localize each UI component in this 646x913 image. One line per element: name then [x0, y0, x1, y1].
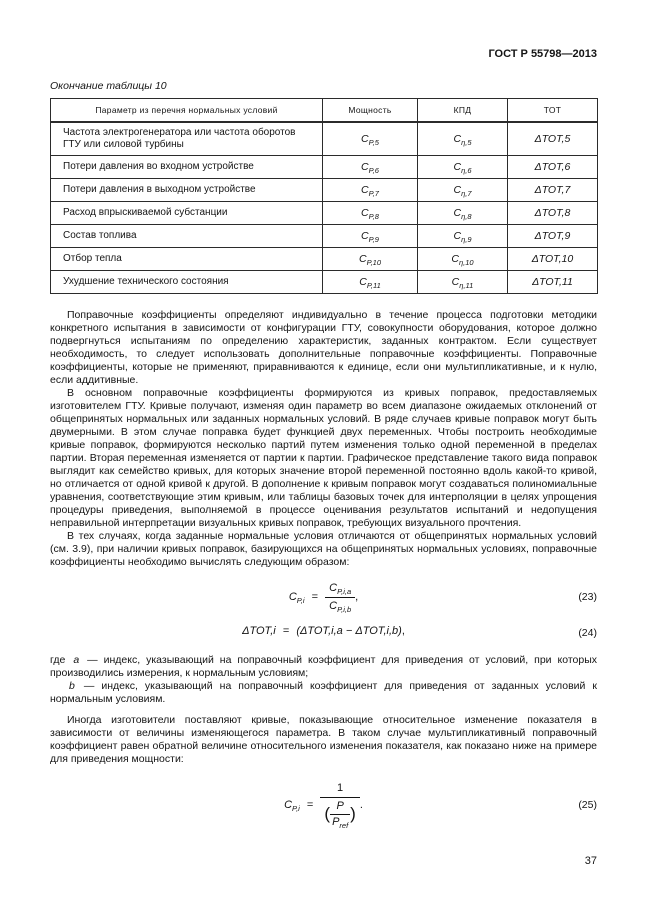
formula-punctuation: ,	[355, 591, 359, 604]
normal-conditions-table	[50, 98, 598, 294]
formula-25	[50, 782, 597, 828]
paragraph-correction-curves: В основном поправочные коэффициенты формируются из кривых поправок, предоставляемых изготовителем ГТУ. Кривые получают, изменяя один параметр во всем диапазоне ожидаемых отклонений от общепринятых нормальных или заданных нормальных условий. В ряде случаев кривые поправок могут быть двумерными. В этом случае поправка будет функцией двух переменных. Чтобы построить необходимые кривые поправок, формируются несколько партий путем изменения только одной переменной в пределах партии. Вторая переменная изменяется от партии к партии. Графическое представление такого вида поправок выглядит как семейство кривых, для которых значение второй переменной постоянно вдоль какой-то кривой, но отличается от одной кривой к другой. В дополнение к кривым поправок могут создаваться полиномиальные уравнения, соответствующие этим кривым, или таблицы базовых точек для интерполяции в целях упрощения процедуры приведения, выполняемой в процессе оценивания результатов испытаний и недопущения неправильной интерпретации визуальных кривых поправок, требующих визуального прочтения.	[50, 387, 597, 529]
table-row	[51, 122, 598, 156]
inner-denominator: $P_{ref}$	[332, 815, 349, 830]
equals-sign: =	[311, 591, 319, 604]
formula-25-number: (25)	[578, 799, 597, 812]
table-row	[51, 248, 598, 271]
paragraph-relative-change: Иногда изготовители поставляют кривые, показывающие относительное изменение показателя в зависимости от величины изменяющегося параметра. В таком случае мультипликативный поправочный коэффициент равен обратной величине относительного изменения показателя, как показано ниже на примере для приведения мощности:	[50, 714, 597, 766]
paragraph-correction-factors: Поправочные коэффициенты определяют индивидуально в течение процесса подготовки методики конкретного испытания в зависимости от конфигурации ГТУ, совокупности оборудования, которое должно подвергнуться испытаниям по определению характеристик, заданных контрактом. Если существует необходимость, то следует использовать дополнительные поправочные коэффициенты. Поправочные коэффициенты, которые не применяют, приравниваются к единице, если они мультипликативные, и к нулю, если аддитивные.	[50, 309, 597, 386]
cell-power: $C_{P,8}$	[323, 202, 418, 225]
open-paren: (	[324, 804, 331, 824]
where-prefix: где	[50, 654, 66, 667]
table-row	[51, 225, 598, 248]
cell-tot: ΔТОТ,10	[508, 248, 598, 271]
cell-power: $C_{P,11}$	[323, 271, 418, 294]
cell-tot: ΔТОТ,8	[508, 202, 598, 225]
cell-tot: ΔТОТ,9	[508, 225, 598, 248]
cell-param: Состав топлива	[51, 225, 323, 248]
where-block	[50, 654, 597, 706]
fraction-numerator: 1	[320, 782, 359, 798]
inner-numerator: P	[330, 800, 350, 815]
fraction	[320, 782, 359, 828]
cell-tot: ΔТОТ,7	[508, 179, 598, 202]
where-definition-a	[50, 654, 597, 680]
cell-tot: ΔТОТ,11	[508, 271, 598, 294]
table-caption: Окончание таблицы 10	[50, 80, 167, 92]
header-power: Мощность	[323, 99, 418, 123]
cell-param: Отбор тепла	[51, 248, 323, 271]
fraction-denominator: $C_{P,i,b}$	[329, 599, 352, 614]
table-row	[51, 179, 598, 202]
fraction-numerator: $C_{P,i,a}$	[325, 582, 355, 598]
cell-efficiency: $C_{\eta,10}$	[418, 248, 508, 271]
cell-tot: ΔТОТ,5	[508, 122, 598, 156]
cell-power: $C_{P,5}$	[323, 122, 418, 156]
fraction	[325, 582, 355, 612]
cell-param: Ухудшение технического состояния	[51, 271, 323, 294]
doc-number: ГОСТ Р 55798—2013	[488, 48, 597, 60]
table-header-row	[51, 99, 598, 123]
table-row	[51, 156, 598, 179]
formula-23	[50, 582, 597, 612]
cell-power: $C_{P,6}$	[323, 156, 418, 179]
page-number: 37	[584, 855, 597, 867]
cell-efficiency: $C_{\eta,7}$	[418, 179, 508, 202]
body-text-block-2	[50, 714, 597, 766]
cell-efficiency: $C_{\eta,8}$	[418, 202, 508, 225]
formula-25-body	[284, 782, 363, 830]
inner-fraction	[330, 800, 350, 828]
where-a-text: — индекс, указывающий на поправочный коэффициент для приведения от условий, при которых производились измерения, к нормальным условиям;	[50, 654, 597, 680]
cell-efficiency: $C_{\eta,5}$	[418, 122, 508, 156]
where-b-text: — индекс, указывающий на поправочный коэффициент для приведения от заданных условий к нормальным условиям.	[50, 680, 597, 706]
cell-param: Потери давления в выходном устройстве	[51, 179, 323, 202]
cell-tot: ΔТОТ,6	[508, 156, 598, 179]
formula-24	[50, 625, 597, 641]
where-definition-b	[50, 680, 597, 706]
formula-punctuation: .	[359, 799, 363, 812]
cell-efficiency: $C_{\eta,11}$	[418, 271, 508, 294]
header-efficiency: КПД	[418, 99, 508, 123]
formula-rhs: (ΔТОТ,i,a − ΔТОТ,i,b)	[296, 625, 402, 638]
close-paren: )	[350, 804, 356, 824]
cell-power: $C_{P,7}$	[323, 179, 418, 202]
table-row	[51, 271, 598, 294]
formula-24-body	[242, 625, 405, 637]
formula-punctuation: ,	[401, 625, 405, 638]
cell-efficiency: $C_{\eta,6}$	[418, 156, 508, 179]
fraction-denominator	[320, 798, 359, 828]
formula-lhs: $C_{P,i}$	[288, 591, 305, 606]
paragraph-specified-conditions: В тех случаях, когда заданные нормальные условия отличаются от общепринятых нормальных условий (см. 3.9), при наличии кривых поправок, базирующихся на общепринятых нормальных условиях, поправочные коэффициенты необходимо вычислять следующим образом:	[50, 530, 597, 568]
header-param: Параметр из перечня нормальных условий	[51, 99, 323, 123]
formula-lhs: $C_{P,i}$	[284, 799, 300, 814]
index-a: a	[73, 654, 80, 667]
cell-power: $C_{P,10}$	[323, 248, 418, 271]
cell-param: Потери давления во входном устройстве	[51, 156, 323, 179]
formula-24-number: (24)	[578, 627, 597, 640]
table-row	[51, 202, 598, 225]
header-tot: ТОТ	[508, 99, 598, 123]
cell-param: Расход впрыскиваемой субстанции	[51, 202, 323, 225]
equals-sign: =	[306, 799, 314, 812]
cell-efficiency: $C_{\eta,9}$	[418, 225, 508, 248]
cell-power: $C_{P,9}$	[323, 225, 418, 248]
formula-23-body	[288, 582, 359, 614]
cell-param: Частота электрогенератора или частота оборотов ГТУ или силовой турбины	[51, 122, 323, 156]
index-b: b	[69, 680, 75, 693]
formula-23-number: (23)	[578, 591, 597, 604]
formula-lhs: ΔТОТ,i	[242, 625, 276, 638]
body-text-block	[50, 309, 597, 569]
equals-sign: =	[282, 625, 290, 638]
